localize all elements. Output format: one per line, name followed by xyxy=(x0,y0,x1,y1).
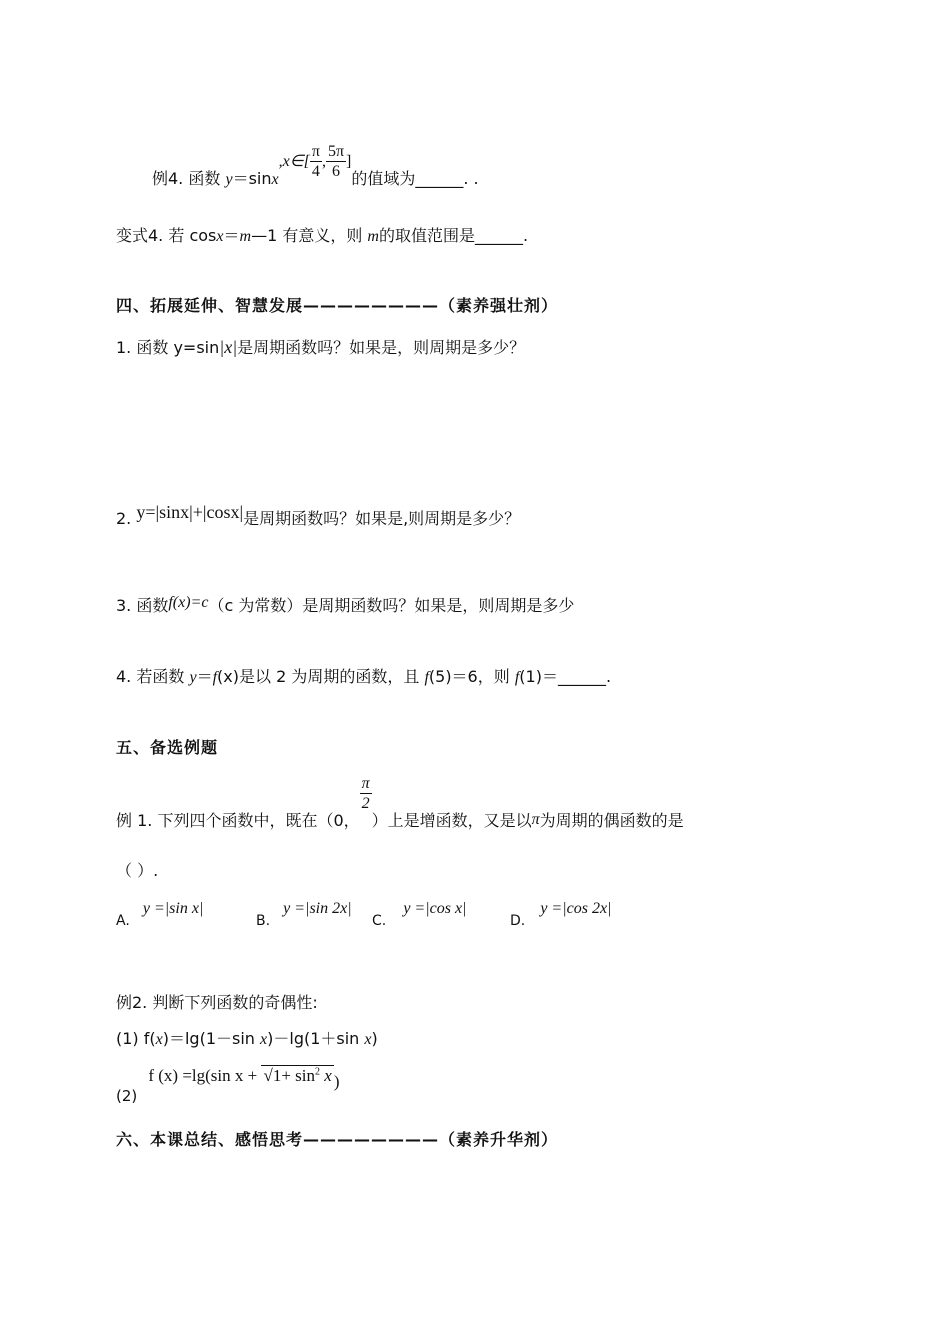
question-2-prefix: 2. xyxy=(116,509,137,528)
variant-4-eq: ＝ xyxy=(223,226,240,245)
part-1-x1: x xyxy=(155,1031,163,1048)
backup-example-2-title: 例2. 判断下列函数的奇偶性: xyxy=(116,993,318,1012)
part-1-prefix: (1) f( xyxy=(116,1029,156,1048)
question-2-suffix: 是周期函数吗？如果是,则周期是多少？ xyxy=(243,509,521,528)
variant-4-mid: —1 有意义，则 xyxy=(251,226,368,245)
question-4-x: (x) xyxy=(217,667,239,686)
question-3-formula: f(x)=c xyxy=(168,594,209,611)
question-1 xyxy=(116,337,525,359)
part-2-sqrt-body: 1+ sin xyxy=(272,1066,316,1085)
sqrt-radical: $√1+ \sin^2 x$ xyxy=(263,1066,332,1085)
option-a-formula: y =|sin x| xyxy=(142,900,204,917)
option-b-label: B. xyxy=(256,913,271,929)
option-a[interactable] xyxy=(116,898,204,929)
question-3 xyxy=(116,596,574,616)
question-3-suffix: （c 为常数）是周期函数吗？如果是，则周期是多少 xyxy=(208,596,575,615)
example-4-x: x xyxy=(271,171,279,189)
question-4-eq: ＝ xyxy=(196,667,213,686)
question-4-prefix: 4. 若函数 xyxy=(116,667,190,686)
example-4-prefix: 例4. 函数 xyxy=(152,169,226,189)
question-4-f: f xyxy=(212,669,218,686)
backup-example-1-prefix: 例 1. 下列四个函数中，既在（0， xyxy=(116,811,360,831)
option-b[interactable] xyxy=(256,898,352,929)
variant-4-prefix: 变式4. 若 cos xyxy=(116,226,217,245)
part-1-end: ) xyxy=(371,1029,378,1048)
part-1-x2: x xyxy=(260,1031,268,1048)
pi-symbol: π xyxy=(531,811,540,829)
backup-example-2-part-2 xyxy=(116,1066,340,1105)
option-b-formula: y =|sin 2x| xyxy=(283,900,352,917)
backup-example-1 xyxy=(116,774,684,831)
example-4-close-bracket: ] xyxy=(346,153,352,171)
option-d-label: D. xyxy=(510,913,526,929)
example-4 xyxy=(152,128,479,189)
answer-parentheses: （ ）. xyxy=(116,861,159,880)
option-c-formula: y =|cos x| xyxy=(403,900,467,917)
part-1-x3: x xyxy=(364,1031,372,1048)
option-c[interactable] xyxy=(372,898,467,929)
backup-example-2-part-1 xyxy=(116,1029,378,1049)
part-2-left: f (x) =lg(sin x + xyxy=(148,1066,262,1085)
section-5-heading: 五、备选例题 xyxy=(116,738,219,757)
option-a-label: A. xyxy=(116,913,130,929)
section-6-heading: 六、本课总结、感悟思考————————（素养升华剂） xyxy=(116,1130,559,1149)
question-4-mid1: 是以 2 为周期的函数，且 xyxy=(238,667,425,686)
question-4-mid2: (5)＝6，则 xyxy=(428,667,515,686)
question-3-prefix: 3. 函数 xyxy=(116,596,169,615)
question-2 xyxy=(116,502,521,528)
fraction-5pi-over-6: $\frac{5\pi}{6}$ xyxy=(327,143,345,181)
question-4 xyxy=(116,667,611,687)
question-1-prefix: 1. 函数 y=sin xyxy=(116,338,220,357)
fraction-pi-over-4: $\frac{\pi}{4}$ xyxy=(311,143,320,181)
question-4-y: y xyxy=(189,669,197,686)
part-2-end: ) xyxy=(333,1072,340,1091)
variant-4-m2: m xyxy=(367,228,379,245)
backup-example-1-suffix: 为周期的偶函数的是 xyxy=(539,811,684,831)
part-1-mid: )＝lg(1－sin xyxy=(162,1029,261,1048)
section-4-heading: 四、拓展延伸、智慧发展————————（素养强壮剂） xyxy=(116,296,559,315)
example-4-eq: ＝sin xyxy=(232,169,272,189)
backup-example-1-mid: ）上是增函数，又是以 xyxy=(371,811,532,831)
question-2-formula: y=|sinx|+|cosx| xyxy=(136,502,244,522)
variant-4-x: x xyxy=(216,228,224,245)
fraction-pi-over-2: $\frac{\pi}{2}$ xyxy=(361,775,370,813)
question-4-f2: f xyxy=(424,669,429,686)
part-1-mid2: )－lg(1＋sin xyxy=(267,1029,365,1048)
example-4-comma: , xyxy=(321,153,326,171)
option-c-label: C. xyxy=(372,913,387,929)
variant-4 xyxy=(116,226,528,246)
example-4-y: y xyxy=(225,171,233,189)
question-1-abs-x: |x| xyxy=(219,337,238,357)
part-2-formula xyxy=(148,1066,340,1091)
option-d-formula: y =|cos 2x| xyxy=(540,900,612,917)
question-1-suffix: 是周期函数吗？如果是，则周期是多少？ xyxy=(237,338,526,357)
example-4-suffix: 的值域为______. . xyxy=(351,169,479,189)
part-2-exponent: 2 xyxy=(315,1066,321,1078)
question-4-f3: f xyxy=(514,669,520,686)
part-2-x: x xyxy=(320,1066,332,1085)
option-d[interactable] xyxy=(510,898,612,929)
variant-4-suffix: 的取值范围是______. xyxy=(378,226,529,245)
question-4-suffix: (1)＝______. xyxy=(519,667,612,686)
variant-4-m: m xyxy=(239,228,252,245)
example-4-domain: ,x∈[ xyxy=(278,153,310,171)
part-2-label: (2) xyxy=(116,1087,138,1105)
